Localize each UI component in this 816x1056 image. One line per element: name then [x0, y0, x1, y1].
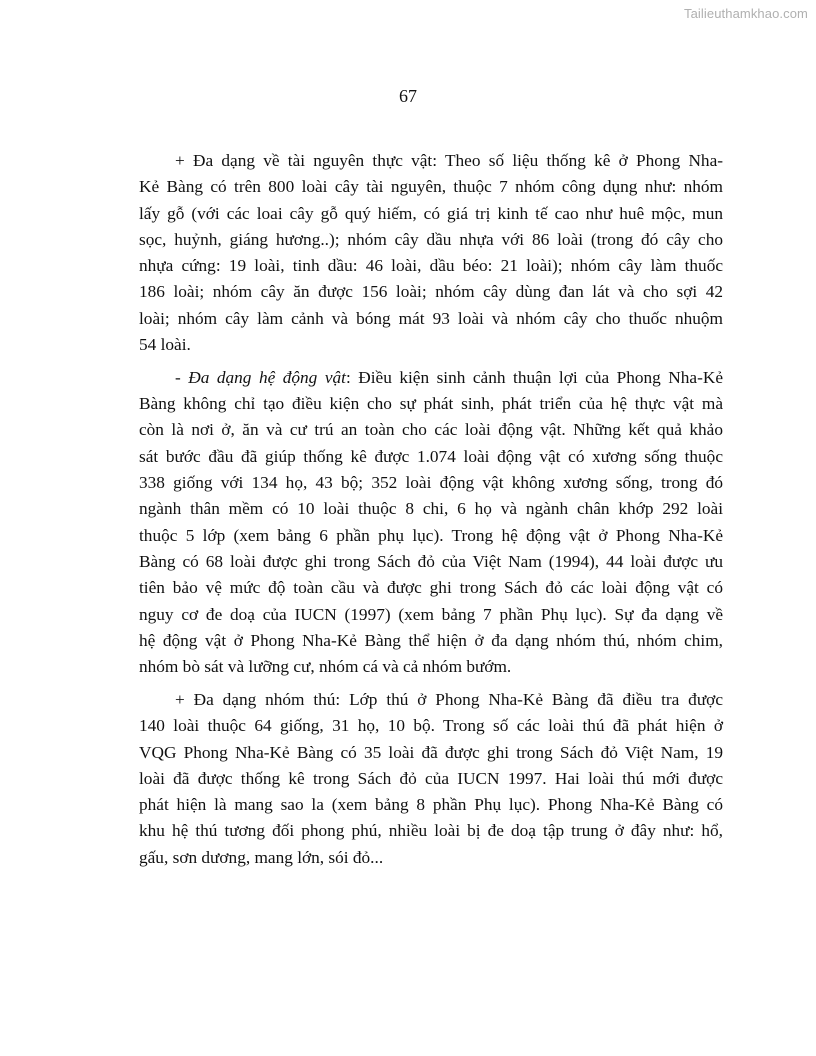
- text-line: [139, 365, 723, 391]
- text-line: + Đa dạng nhóm thú: Lớp thú ở Phong Nha-Kẻ Bàng đã điều tra được: [175, 689, 723, 709]
- text-line: ngành thân mềm có 10 loài thuộc 8 chi, 6 họ và ngành chân khớp 292 loài: [139, 499, 723, 519]
- text-line: 54 loài.: [139, 335, 191, 355]
- paragraph-mammal-diversity: [139, 687, 723, 871]
- text-line: loài đã được thống kê trong Sách đỏ của IUCN 1997. Hai loài thú mới được: [139, 768, 723, 788]
- text-line: VQG Phong Nha-Kẻ Bàng có 35 loài đã được ghi trong Sách đỏ Việt Nam, 19: [139, 742, 723, 762]
- text-line: tiên bảo vệ mức độ toàn cầu và được ghi trong Sách đỏ các loài động vật có: [139, 578, 723, 598]
- text-line: Kẻ Bàng có trên 800 loài cây tài nguyên, thuộc 7 nhóm công dụng như: nhóm: [139, 177, 723, 197]
- text-line: khu hệ thú tương đối phong phú, nhiều loài bị đe doạ tập trung ở đây như: hổ,: [139, 821, 723, 841]
- text-line: hệ động vật ở Phong Nha-Kẻ Bàng thể hiện ở đa dạng nhóm thú, nhóm chim,: [139, 630, 723, 650]
- text-line: 186 loài; nhóm cây ăn được 156 loài; nhóm cây dùng đan lát và cho sợi 42: [139, 282, 723, 302]
- text-line: sát bước đầu đã giúp thống kê được 1.074 loài động vật có xương sống thuộc: [139, 446, 723, 466]
- lead-prefix: -: [175, 367, 189, 387]
- document-body: [139, 148, 723, 871]
- text-line: gấu, sơn dương, mang lớn, sói đỏ...: [139, 847, 384, 867]
- text-line: 140 loài thuộc 64 giống, 31 họ, 10 bộ. Trong số các loài thú đã phát hiện ở: [139, 716, 723, 736]
- text-line: Bàng có 68 loài được ghi trong Sách đỏ của Việt Nam (1994), 44 loài được ưu: [139, 551, 723, 571]
- lead-rest: : Điều kiện sinh cảnh thuận lợi của Phong Nha-Kẻ: [345, 367, 723, 387]
- text-line: 338 giống với 134 họ, 43 bộ; 352 loài động vật không xương sống, trong đó: [139, 473, 723, 493]
- text-line: lấy gỗ (với các loai cây gỗ quý hiếm, có giá trị kinh tế cao như huê mộc, mun: [139, 203, 723, 223]
- text-line: nhựa cứng: 19 loài, tinh dầu: 46 loài, dầu béo: 21 loài); nhóm cây làm thuốc: [139, 256, 723, 276]
- watermark: Tailieuthamkhao.com: [683, 6, 808, 21]
- page-number: 67: [399, 86, 417, 106]
- text-line: Bàng không chỉ tạo điều kiện cho sự phát sinh, phát triển của hệ thực vật mà: [139, 394, 723, 414]
- text-line: nhóm bò sát và lưỡng cư, nhóm cá và cả nhóm bướm.: [139, 657, 512, 677]
- text-line: sọc, huỷnh, giáng hương..); nhóm cây dầu nhựa với 86 loài (trong đó cây cho: [139, 229, 723, 249]
- paragraph-plant-diversity: [139, 148, 723, 358]
- section-heading-italic: Đa dạng hệ động vật: [188, 367, 346, 387]
- text-line: loài; nhóm cây làm cảnh và bóng mát 93 loài và nhóm cây cho thuốc nhuộm: [139, 308, 723, 328]
- text-line: phát hiện là mang sao la (xem bảng 8 phần Phụ lục). Phong Nha-Kẻ Bàng có: [139, 795, 723, 815]
- text-line: còn là nơi ở, ăn và cư trú an toàn cho các loài động vật. Những kết quả khảo: [139, 420, 723, 440]
- text-line: + Đa dạng về tài nguyên thực vật: Theo số liệu thống kê ở Phong Nha-: [175, 151, 723, 170]
- paragraph-fauna-diversity: [139, 365, 723, 681]
- text-line: thuộc 5 lớp (xem bảng 6 phần phụ lục). Trong hệ động vật ở Phong Nha-Kẻ: [139, 525, 723, 545]
- text-line: nguy cơ đe doạ của IUCN (1997) (xem bảng 7 phần Phụ lục). Sự đa dạng về: [139, 604, 723, 624]
